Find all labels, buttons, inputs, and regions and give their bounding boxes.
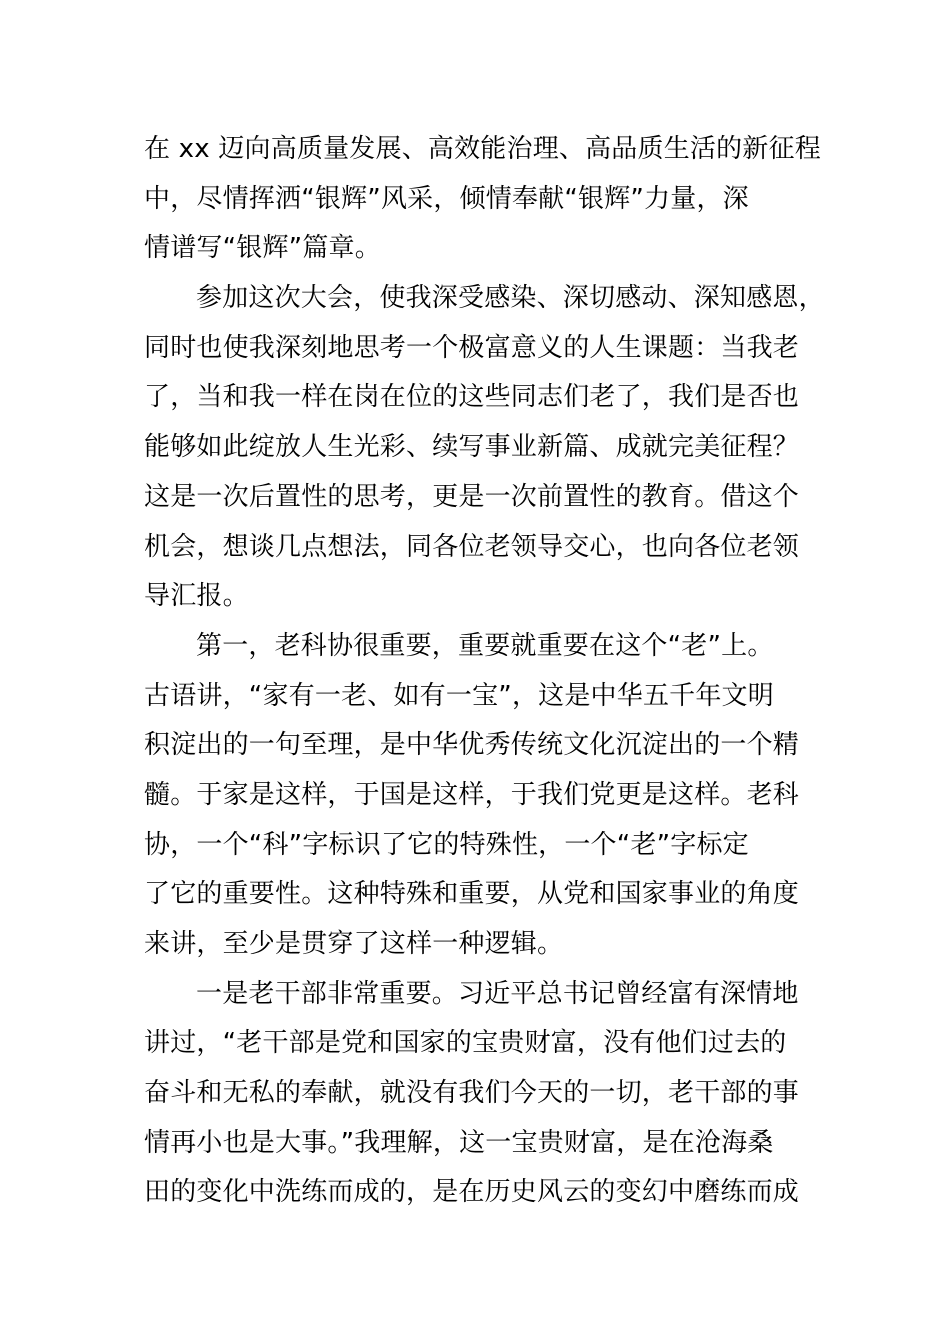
text-line: 古语讲，“家有一老、如有一宝”，这是中华五千年文明 bbox=[144, 680, 774, 711]
text-line: 积淀出的一句至理，是中华优秀传统文化沉淀出的一个精 bbox=[144, 730, 800, 761]
text-line: 导汇报。 bbox=[144, 581, 249, 612]
text-line: 参加这次大会，使我深受感染、深切感动、深知感恩， bbox=[196, 283, 825, 314]
text-line: 了，当和我一样在岗在位的这些同志们老了，我们是否也 bbox=[144, 382, 800, 413]
paragraph-3 bbox=[144, 622, 808, 970]
paragraph-1 bbox=[144, 125, 821, 274]
text-line: 能够如此绽放人生光彩、续写事业新篇、成就完美征程？ bbox=[144, 432, 800, 463]
text-line: 情谱写“银辉”篇章。 bbox=[144, 233, 381, 264]
text-line: 髓。于家是这样，于国是这样，于我们党更是这样。老科 bbox=[144, 779, 800, 810]
text-line: 第一，老科协很重要，重要就重要在这个“老”上。 bbox=[196, 630, 774, 661]
text-line: 协，一个“科”字标识了它的特殊性，一个“老”字标定 bbox=[144, 829, 749, 860]
text-line: 奋斗和无私的奉献，就没有我们今天的一切，老干部的事 bbox=[144, 1078, 800, 1109]
text-line: 了它的重要性。这种特殊和重要，从党和国家事业的角度 bbox=[144, 879, 800, 910]
text-line: 情再小也是大事。”我理解，这一宝贵财富，是在沧海桑 bbox=[144, 1127, 774, 1158]
text-line: 一是老干部非常重要。习近平总书记曾经富有深情地 bbox=[196, 978, 799, 1009]
text-line: 讲过，“老干部是党和国家的宝贵财富，没有他们过去的 bbox=[144, 1028, 787, 1059]
text-line: 在 xx 迈向高质量发展、高效能治理、高品质生活的新征程 bbox=[144, 134, 821, 164]
text-line: 中，尽情挥洒“银辉”风采，倾情奉献“银辉”力量，深 bbox=[144, 183, 749, 214]
text-line: 这是一次后置性的思考，更是一次前置性的教育。借这个 bbox=[144, 481, 800, 512]
paragraph-4 bbox=[144, 970, 808, 1218]
text-line: 田的变化中洗练而成的，是在历史风云的变幻中磨练而成 bbox=[144, 1177, 800, 1208]
text-line: 同时也使我深刻地思考一个极富意义的人生课题：当我老 bbox=[144, 332, 800, 363]
paragraph-2 bbox=[144, 274, 825, 622]
document-page bbox=[144, 125, 825, 1218]
text-line: 来讲，至少是贯穿了这样一种逻辑。 bbox=[144, 929, 564, 959]
text-line: 机会，想谈几点想法，同各位老领导交心，也向各位老领 bbox=[144, 531, 800, 562]
